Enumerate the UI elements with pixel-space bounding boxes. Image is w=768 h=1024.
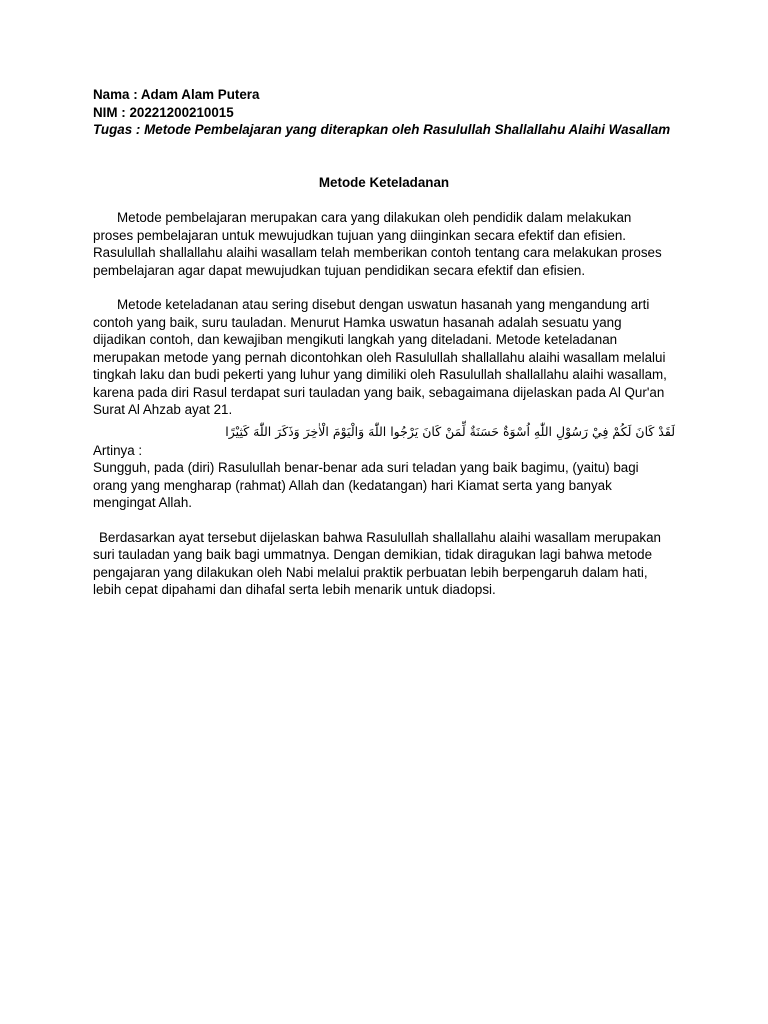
document-title: Metode Keteladanan <box>318 174 450 190</box>
paragraph-1: Metode pembelajaran merupakan cara yang dilakukan oleh pendidik dalam melakukan proses pembelajaran untuk mewujudkan tujuan yang diinginkan secara efektif dan efisien. Rasulullah shallallahu alaihi wasallam telah memberikan contoh tentang cara melakukan proses pembelajaran agar dapat mewujudkan tujuan pendidikan secara efektif dan efisien. <box>93 210 662 278</box>
student-name: Nama : Adam Alam Putera <box>93 87 260 102</box>
paragraph-2: Metode keteladanan atau sering disebut dengan uswatun hasanah yang mengandung arti contoh yang baik, suru tauladan. Menurut Hamka uswatun hasanah adalah sesuatu yang dijadikan contoh, dan kewajiban mengikuti langkah yang diteladani. Metode keteladanan merupakan metode yang pernah dicontohkan oleh Rasulullah shallallahu alaihi wasallam melalui tingkah laku dan budi pekerti yang luhur yang dimiliki oleh Rasulullah shallallahu alaihi wasallam, karena pada diri Rasul terdapat suri tauladan yang baik, sebagaimana dijelaskan pada Al Qur'an Surat Al Ahzab ayat 21. <box>93 297 667 417</box>
document-page <box>93 86 675 599</box>
arabic-verse: لَقَدْ كَانَ لَكُمْ فِيْ رَسُوْلِ اللّٰهِ اُسْوَةٌ حَسَنَةٌ لِّمَنْ كَانَ يَرْجُوا اللّٰهَ وَالْيَوْمَ الْاٰخِرَ وَذَكَرَ اللّٰهَ كَثِيْرًا <box>225 423 675 439</box>
translation-text: Sungguh, pada (diri) Rasulullah benar-benar ada suri teladan yang baik bagimu, (yaitu) bagi orang yang mengharap (rahmat) Allah dan (kedatangan) hari Kiamat serta yang banyak mengingat Allah. <box>93 460 639 510</box>
assignment-title: Tugas : Metode Pembelajaran yang diterapkan oleh Rasulullah Shallallahu Alaihi Wasallam <box>93 122 671 137</box>
paragraph-3: Berdasarkan ayat tersebut dijelaskan bahwa Rasulullah shallallahu alaihi wasallam merupakan suri tauladan yang baik bagi ummatnya. Dengan demikian, tidak diragukan lagi bahwa metode pengajaran yang dilakukan oleh Nabi melalui praktik perbuatan lebih berpengaruh dalam hati, lebih cepat dipahami dan dihafal serta lebih menarik untuk diadopsi. <box>93 529 661 597</box>
translation-label: Artinya : <box>93 442 143 458</box>
student-nim: NIM : 20221200210015 <box>93 104 234 120</box>
